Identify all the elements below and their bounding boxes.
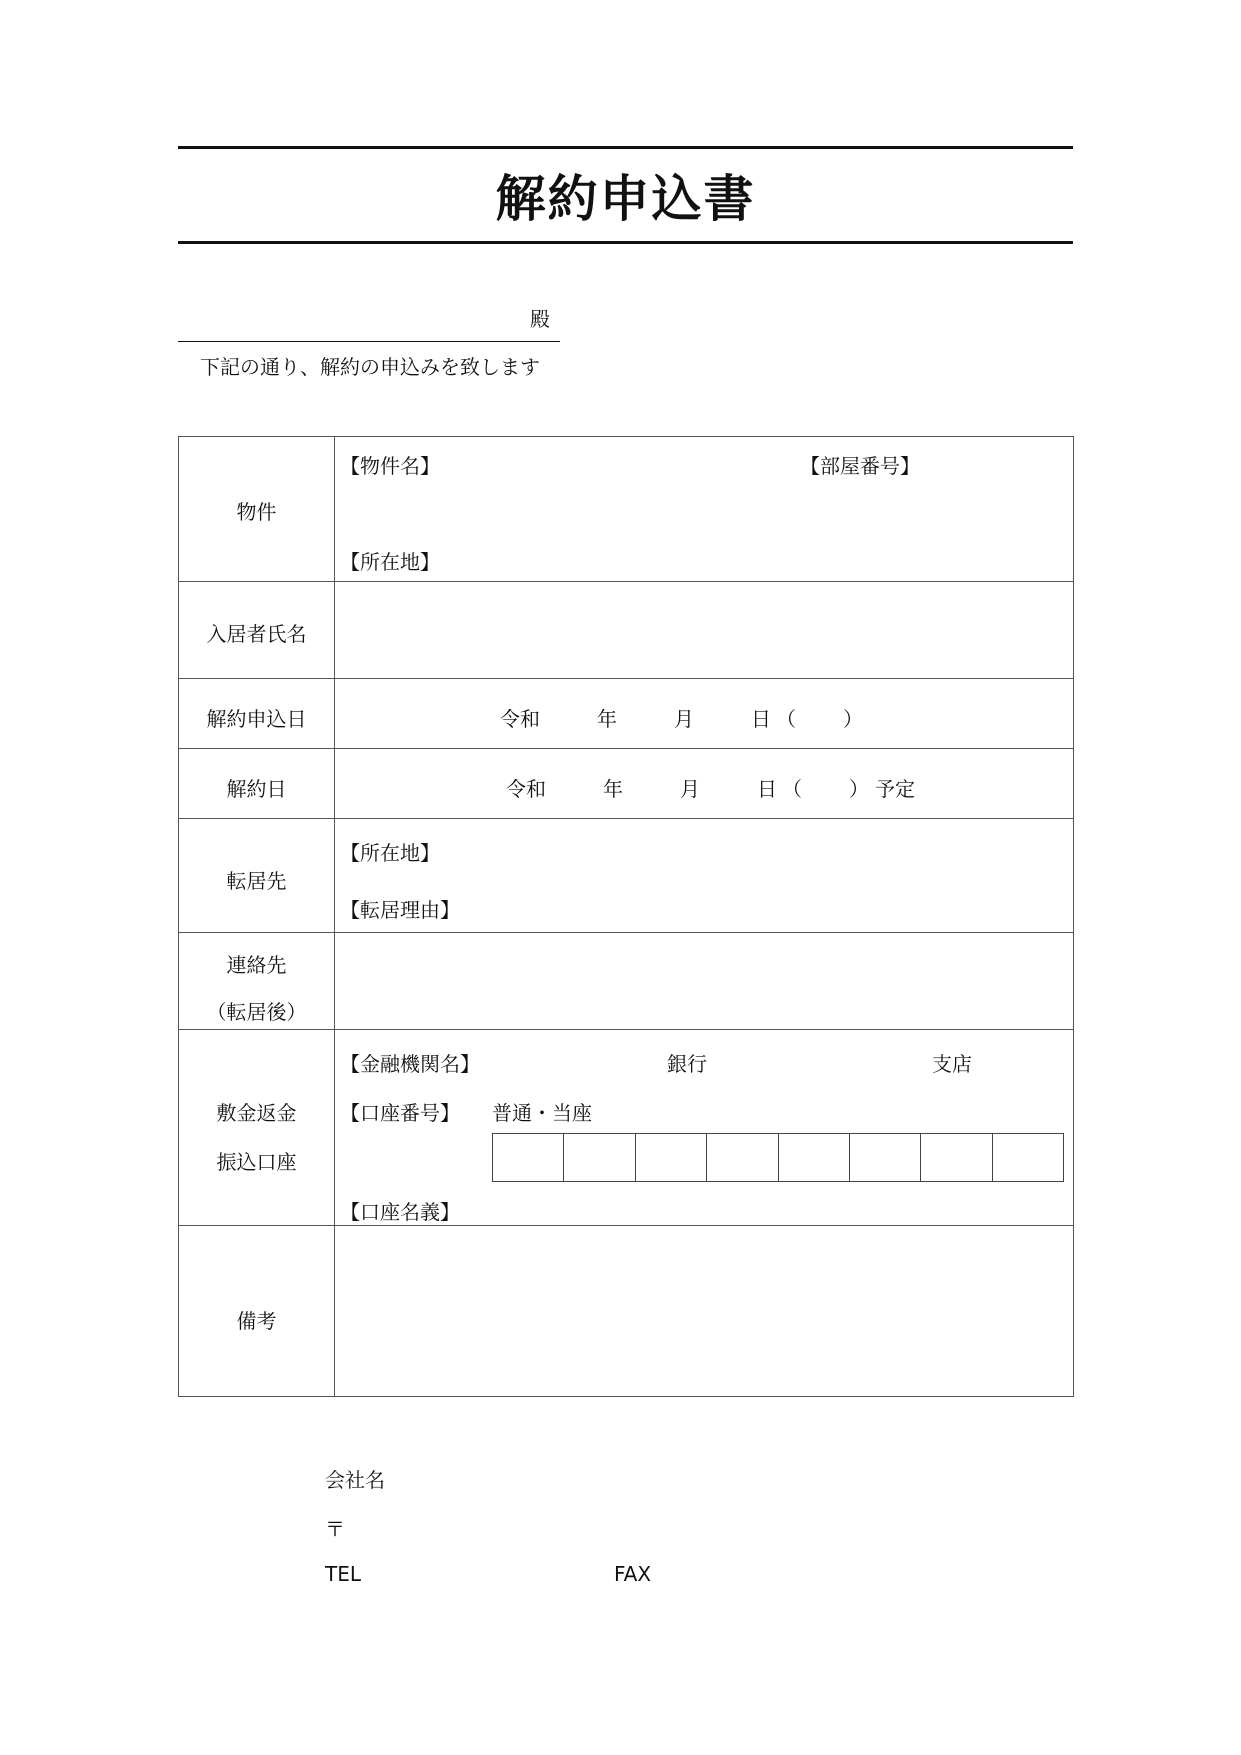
account-number-label: 【口座番号】	[340, 1101, 460, 1125]
account-digit-box[interactable]	[636, 1134, 707, 1181]
fax-label: FAX	[614, 1562, 652, 1586]
moving-reason-label: 【転居理由】	[340, 898, 460, 922]
account-digit-box[interactable]	[564, 1134, 635, 1181]
new-address-field[interactable]	[335, 819, 1073, 932]
resident-name-field[interactable]	[335, 582, 1073, 678]
title-bottom-rule	[178, 241, 1073, 244]
intro-text: 下記の通り、解約の申込みを致します	[200, 355, 540, 379]
account-holder-label: 【口座名義】	[340, 1200, 460, 1224]
cancellation-date-field[interactable]	[335, 749, 1073, 818]
application-date-paren-open: （	[776, 707, 796, 731]
room-number-label: 【部屋番号】	[800, 454, 920, 478]
account-digit-box[interactable]	[921, 1134, 992, 1181]
cancellation-date-label: 解約日	[226, 777, 287, 801]
cancellation-date-paren-close: ）	[849, 777, 869, 801]
application-date-paren-close: ）	[843, 707, 863, 731]
refund-label-line1: 敷金返金	[216, 1101, 297, 1125]
branch-suffix: 支店	[932, 1052, 972, 1076]
application-date-day: 日	[751, 707, 771, 731]
property-label: 物件	[236, 500, 277, 524]
bank-name-label: 【金融機関名】	[340, 1052, 480, 1076]
new-address-location-label: 【所在地】	[340, 841, 440, 865]
cancellation-date-year: 年	[603, 777, 623, 801]
cancellation-date-suffix: 予定	[875, 777, 915, 801]
application-date-year: 年	[597, 707, 617, 731]
new-address-label: 転居先	[226, 869, 287, 893]
cancellation-date-paren-open: （	[782, 777, 802, 801]
application-date-era: 令和	[500, 707, 540, 731]
refund-label-line2: 振込口座	[216, 1150, 297, 1174]
property-input-area[interactable]	[335, 437, 1073, 581]
document-title: 解約申込書	[495, 170, 756, 228]
postal-mark: 〒	[325, 1517, 345, 1541]
account-number-boxes	[492, 1133, 1064, 1182]
account-digit-box[interactable]	[779, 1134, 850, 1181]
property-address-label: 【所在地】	[340, 550, 440, 574]
remarks-field[interactable]	[335, 1226, 1073, 1396]
addressee-line[interactable]	[178, 341, 560, 342]
account-digit-box[interactable]	[993, 1134, 1063, 1181]
remarks-label: 備考	[236, 1309, 277, 1333]
tel-label: TEL	[325, 1562, 361, 1586]
account-digit-box[interactable]	[850, 1134, 921, 1181]
title-top-rule	[178, 146, 1073, 149]
company-name-label: 会社名	[325, 1468, 385, 1492]
addressee-suffix: 殿	[530, 307, 550, 331]
application-date-field[interactable]	[335, 679, 1073, 748]
application-date-label: 解約申込日	[206, 707, 307, 731]
contact-label-line1: 連絡先	[226, 953, 287, 977]
application-date-month: 月	[674, 707, 694, 731]
account-digit-box[interactable]	[493, 1134, 564, 1181]
contact-label-line2: （転居後）	[206, 1000, 307, 1024]
contact-field[interactable]	[335, 933, 1073, 1029]
bank-suffix: 銀行	[667, 1052, 707, 1076]
account-digit-box[interactable]	[707, 1134, 778, 1181]
cancellation-date-era: 令和	[506, 777, 546, 801]
cancellation-date-month: 月	[680, 777, 700, 801]
resident-name-label: 入居者氏名	[206, 622, 307, 646]
account-type-options[interactable]: 普通・当座	[492, 1101, 592, 1125]
property-name-label: 【物件名】	[340, 454, 440, 478]
cancellation-date-day: 日	[757, 777, 777, 801]
